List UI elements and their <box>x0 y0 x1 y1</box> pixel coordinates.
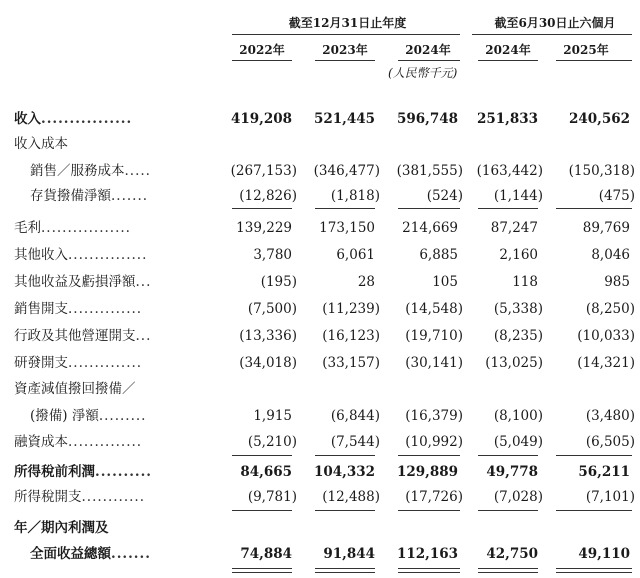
value-2023: (1,818) <box>330 188 380 204</box>
value-2025-half: (10,033) <box>577 328 635 344</box>
row-leader: ..... <box>124 163 151 179</box>
value-2024: 214,669 <box>402 220 458 236</box>
rule-2024 <box>398 208 460 209</box>
value-2023: 91,844 <box>323 546 375 562</box>
value-2024: 112,163 <box>396 546 458 562</box>
value-2023: (16,123) <box>322 328 380 344</box>
value-2022: 1,915 <box>253 408 292 424</box>
value-2024-half: (8,100) <box>493 408 543 424</box>
value-2025-half: (7,101) <box>585 489 635 505</box>
rule-2023 <box>315 208 375 209</box>
row-label: 毛利 <box>14 220 41 236</box>
row-label: 行政及其他營運開支 <box>14 328 136 344</box>
row-label: (撥備) 淨額 <box>30 408 99 424</box>
row-leader: .............. <box>68 434 143 450</box>
row-label: 其他收益及虧損淨額 <box>14 274 136 290</box>
value-2024: (14,548) <box>405 301 463 317</box>
value-2023: (11,239) <box>322 301 380 317</box>
row-leader: ....... <box>111 546 151 562</box>
unit-label: (人民幣千元) <box>388 66 458 80</box>
value-2025-half: 985 <box>604 274 630 290</box>
row-leader: ................ <box>41 111 133 127</box>
value-2023: 521,445 <box>313 111 375 127</box>
value-2024-half: (7,028) <box>493 489 543 505</box>
value-2022: 139,229 <box>236 220 292 236</box>
header-half-group: 截至6月30日止六個月 <box>494 16 616 30</box>
row-label: 年／期內利潤及 <box>14 520 109 536</box>
value-2022: (9,781) <box>247 489 297 505</box>
row-label: 其他收入 <box>14 247 68 263</box>
row-profit-before-tax <box>0 461 640 483</box>
row-leader: ... <box>135 328 152 344</box>
rule-2024-half <box>478 510 538 511</box>
row-profit-heading <box>0 517 640 539</box>
value-2025-half: (3,480) <box>585 408 635 424</box>
value-2024: (524) <box>426 188 463 204</box>
row-leader: ............... <box>68 247 148 263</box>
value-2024-half: (8,235) <box>493 328 543 344</box>
row-revenue <box>0 108 640 130</box>
value-2022: 74,884 <box>240 546 292 562</box>
row-cost-of-revenue-heading <box>0 133 640 155</box>
row-leader: .............. <box>68 355 143 371</box>
value-2024: 596,748 <box>396 111 458 127</box>
rule-2022 <box>232 208 292 209</box>
rule-2025-half <box>556 455 632 456</box>
value-2022: (5,210) <box>247 434 297 450</box>
row-rd-expenses <box>0 352 640 374</box>
value-2024: (17,726) <box>405 489 463 505</box>
row-label: 收入 <box>14 111 41 127</box>
row-inventory-provision <box>0 185 640 207</box>
value-2023: (33,157) <box>322 355 380 371</box>
column-rule-2024-half <box>478 60 538 61</box>
row-label: 資產減值撥回撥備／ <box>14 381 136 397</box>
row-leader: ....... <box>111 188 149 204</box>
row-income-tax <box>0 486 640 508</box>
value-2025-half: 56,211 <box>578 464 630 480</box>
value-2024-half: 49,778 <box>486 464 538 480</box>
value-2023: 28 <box>357 274 375 290</box>
header-year-group: 截至12月31日止年度 <box>288 16 407 30</box>
row-label: 融資成本 <box>14 434 68 450</box>
value-2022: 419,208 <box>230 111 292 127</box>
value-2022: (195) <box>260 274 297 290</box>
row-label: 所得稅開支 <box>14 489 82 505</box>
rule-2024 <box>398 510 460 511</box>
value-2022: (7,500) <box>247 301 297 317</box>
value-2024-half: (13,025) <box>485 355 543 371</box>
value-2025-half: (8,250) <box>585 301 635 317</box>
double-rule-2023 <box>315 568 375 573</box>
value-2025-half: (6,505) <box>585 434 635 450</box>
value-2022: (13,336) <box>239 328 297 344</box>
value-2022: 3,780 <box>253 247 292 263</box>
double-rule-2024 <box>398 568 460 573</box>
row-label: 銷售開支 <box>14 301 68 317</box>
value-2024: (10,992) <box>405 434 463 450</box>
row-total-comprehensive-income <box>0 543 640 565</box>
column-rule-2022 <box>232 60 292 61</box>
row-impairment-heading <box>0 378 640 400</box>
row-leader: ......... <box>98 408 147 424</box>
value-2024-half: 2,160 <box>499 247 538 263</box>
value-2025-half: (475) <box>598 188 635 204</box>
row-leader: ............ <box>81 489 145 505</box>
value-2024: (16,379) <box>405 408 463 424</box>
column-rule-2024 <box>398 60 460 61</box>
row-selling-expenses <box>0 298 640 320</box>
value-2022: 84,665 <box>240 464 292 480</box>
value-2024-half: 42,750 <box>486 546 538 562</box>
row-label: 銷售／服務成本 <box>30 163 125 179</box>
rule-2024 <box>398 455 460 456</box>
row-leader: .......... <box>95 464 152 480</box>
value-2025-half: 49,110 <box>578 546 630 562</box>
row-label: 存貨撥備淨額 <box>30 188 111 204</box>
value-2024: 129,889 <box>396 464 458 480</box>
column-rule-2023 <box>315 60 375 61</box>
value-2024-half: (1,144) <box>493 188 543 204</box>
value-2023: 173,150 <box>319 220 375 236</box>
header-year-rule <box>232 34 460 35</box>
value-2024-half: 118 <box>512 274 538 290</box>
value-2024-half: (5,338) <box>493 301 543 317</box>
value-2023: 104,332 <box>313 464 375 480</box>
rule-2022 <box>232 510 292 511</box>
value-2024: 105 <box>432 274 458 290</box>
row-gross-profit <box>0 217 640 239</box>
value-2024: (19,710) <box>405 328 463 344</box>
rule-2023 <box>315 510 375 511</box>
value-2024: (381,555) <box>396 163 463 179</box>
value-2025-half: 89,769 <box>582 220 630 236</box>
rule-2024-half <box>478 455 538 456</box>
row-label: 全面收益總額 <box>30 546 111 562</box>
row-leader: .............. <box>68 301 143 317</box>
value-2023: (6,844) <box>330 408 380 424</box>
value-2023: (346,477) <box>313 163 380 179</box>
column-header-2024-half: 2024年 <box>485 43 531 57</box>
row-other-income <box>0 244 640 266</box>
value-2025-half: (14,321) <box>577 355 635 371</box>
value-2022: (267,153) <box>230 163 297 179</box>
value-2024: 6,885 <box>419 247 458 263</box>
row-impairment-net <box>0 405 640 427</box>
value-2025-half: (150,318) <box>568 163 635 179</box>
value-2024-half: 87,247 <box>490 220 538 236</box>
double-rule-2022 <box>232 568 292 573</box>
row-label: 研發開支 <box>14 355 68 371</box>
row-label: 收入成本 <box>14 136 68 152</box>
value-2024-half: 251,833 <box>476 111 538 127</box>
header-half-rule <box>472 34 632 35</box>
column-header-2022: 2022年 <box>239 43 285 57</box>
double-rule-2025-half <box>556 568 632 573</box>
column-rule-2025-half <box>556 60 632 61</box>
row-leader: ... <box>135 274 152 290</box>
rule-2025-half <box>556 510 632 511</box>
value-2023: 6,061 <box>336 247 375 263</box>
value-2023: (12,488) <box>322 489 380 505</box>
row-finance-costs <box>0 431 640 453</box>
value-2024-half: (5,049) <box>493 434 543 450</box>
value-2022: (12,826) <box>239 188 297 204</box>
column-header-2025-half: 2025年 <box>563 43 609 57</box>
row-other-gains-losses <box>0 271 640 293</box>
value-2023: (7,544) <box>330 434 380 450</box>
column-header-2024: 2024年 <box>405 43 451 57</box>
value-2025-half: 240,562 <box>568 111 630 127</box>
rule-2022 <box>232 455 292 456</box>
double-rule-2024-half <box>478 568 538 573</box>
rule-2025-half <box>556 208 632 209</box>
rule-2023 <box>315 455 375 456</box>
row-leader: ................. <box>41 220 131 236</box>
row-admin-expenses <box>0 325 640 347</box>
value-2025-half: 8,046 <box>591 247 630 263</box>
value-2022: (34,018) <box>239 355 297 371</box>
value-2024-half: (163,442) <box>476 163 543 179</box>
value-2024: (30,141) <box>405 355 463 371</box>
row-label: 所得稅前利潤 <box>14 464 95 480</box>
rule-2024-half <box>478 208 538 209</box>
column-header-2023: 2023年 <box>322 43 368 57</box>
row-cost-of-sales <box>0 160 640 182</box>
